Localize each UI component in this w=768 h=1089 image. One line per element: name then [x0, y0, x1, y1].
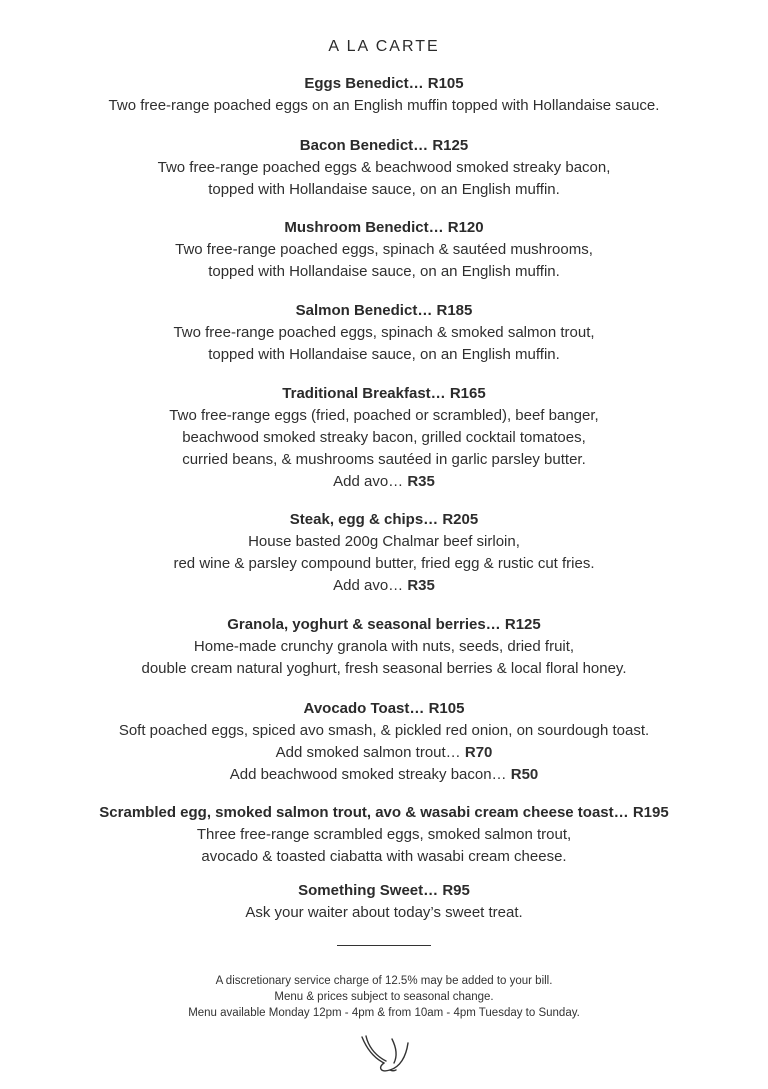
menu-item [0, 509, 768, 597]
menu-item-price: R195 [632, 804, 669, 821]
addon-price: R70 [464, 744, 493, 761]
menu-item-description: topped with Hollandaise sauce, on an English muffin. [208, 181, 560, 198]
menu-item-price: R95 [442, 882, 470, 899]
menu-item-description: Two free-range eggs (fried, poached or scrambled), beef banger, [169, 407, 599, 424]
divider [337, 945, 431, 946]
menu-item-price: R105 [428, 700, 465, 717]
menu-item-description: avocado & toasted ciabatta with wasabi cream cheese. [201, 848, 567, 865]
menu-item-title [0, 880, 768, 902]
menu-item [0, 135, 768, 201]
menu-item-description: red wine & parsley compound butter, fried egg & rustic cut fries. [173, 555, 595, 572]
menu-item-name: Steak, egg & chips… [289, 511, 439, 528]
menu-item-price: R205 [442, 511, 479, 528]
menu-item-description: topped with Hollandaise sauce, on an English muffin. [208, 263, 560, 280]
menu-item-description: House basted 200g Chalmar beef sirloin, [248, 533, 520, 550]
menu-item-title [0, 300, 768, 322]
menu-item-name: Granola, yoghurt & seasonal berries… [227, 616, 501, 633]
menu-item-description: Two free-range poached eggs, spinach & sautéed mushrooms, [175, 241, 593, 258]
menu-item-price: R185 [436, 302, 473, 319]
menu-item-description: beachwood smoked streaky bacon, grilled cocktail tomatoes, [182, 429, 586, 446]
menu-item-description: double cream natural yoghurt, fresh seasonal berries & local floral honey. [141, 660, 627, 677]
menu-item-price: R125 [432, 137, 469, 154]
menu-item-description: Two free-range poached eggs, spinach & smoked salmon trout, [173, 324, 595, 341]
addon-price: R35 [407, 473, 435, 490]
addon-price: R35 [407, 577, 435, 594]
addon-label: Add smoked salmon trout… [275, 744, 461, 761]
menu-item-price: R120 [447, 219, 484, 236]
menu-item-name: Scrambled egg, smoked salmon trout, avo & wasabi cream cheese toast… [99, 804, 629, 821]
menu-item-addon [0, 471, 768, 493]
menu-item-title [0, 509, 768, 531]
addon-label: Add avo… [333, 577, 404, 594]
menu-item-title [0, 802, 768, 824]
footer-line: Menu & prices subject to seasonal change. [274, 991, 494, 1003]
menu-item-title [0, 135, 768, 157]
menu-item-name: Mushroom Benedict… [284, 219, 444, 236]
menu-item-price: R165 [449, 385, 486, 402]
menu-item [0, 217, 768, 283]
menu-item [0, 300, 768, 366]
menu-item-name: Salmon Benedict… [295, 302, 433, 319]
menu-item-title [0, 217, 768, 239]
menu-item-description: topped with Hollandaise sauce, on an English muffin. [208, 346, 560, 363]
menu-item-name: Eggs Benedict… [304, 75, 424, 92]
menu-item-description: Two free-range poached eggs on an English muffin topped with Hollandaise sauce. [108, 97, 660, 114]
menu-item [0, 383, 768, 493]
menu-item-name: Bacon Benedict… [299, 137, 429, 154]
menu-item-name: Something Sweet… [298, 882, 439, 899]
menu-item-description: Ask your waiter about today’s sweet treat. [245, 904, 523, 921]
menu-item [0, 880, 768, 924]
menu-item-price: R105 [427, 75, 464, 92]
footer-line: Menu available Monday 12pm - 4pm & from 10am - 4pm Tuesday to Sunday. [188, 1007, 580, 1019]
menu-item-title [0, 383, 768, 405]
addon-label: Add beachwood smoked streaky bacon… [229, 766, 507, 783]
menu-item [0, 802, 768, 868]
menu-item-addon [0, 742, 768, 764]
menu-item-title [0, 614, 768, 636]
menu-item [0, 698, 768, 786]
menu-title: A LA CARTE [328, 38, 440, 55]
menu-item-addon [0, 764, 768, 786]
menu-item [0, 73, 768, 117]
menu-item-description: Three free-range scrambled eggs, smoked salmon trout, [196, 826, 572, 843]
footer-line: A discretionary service charge of 12.5% may be added to your bill. [215, 975, 553, 987]
menu-item-description: Two free-range poached eggs & beachwood smoked streaky bacon, [157, 159, 611, 176]
menu-item [0, 614, 768, 680]
addon-label: Add avo… [333, 473, 404, 490]
menu-item-name: Avocado Toast… [303, 700, 425, 717]
menu-item-title [0, 698, 768, 720]
menu-item-description: Soft poached eggs, spiced avo smash, & pickled red onion, on sourdough toast. [118, 722, 650, 739]
menu-item-title [0, 73, 768, 95]
menu-item-description: curried beans, & mushrooms sautéed in garlic parsley butter. [182, 451, 586, 468]
menu-item-description: Home-made crunchy granola with nuts, seeds, dried fruit, [193, 638, 575, 655]
leaf-logo-icon [356, 1033, 412, 1073]
menu-item-addon [0, 575, 768, 597]
addon-price: R50 [510, 766, 539, 783]
menu-item-price: R125 [504, 616, 541, 633]
menu-item-name: Traditional Breakfast… [282, 385, 446, 402]
footer-notes [0, 973, 768, 1021]
